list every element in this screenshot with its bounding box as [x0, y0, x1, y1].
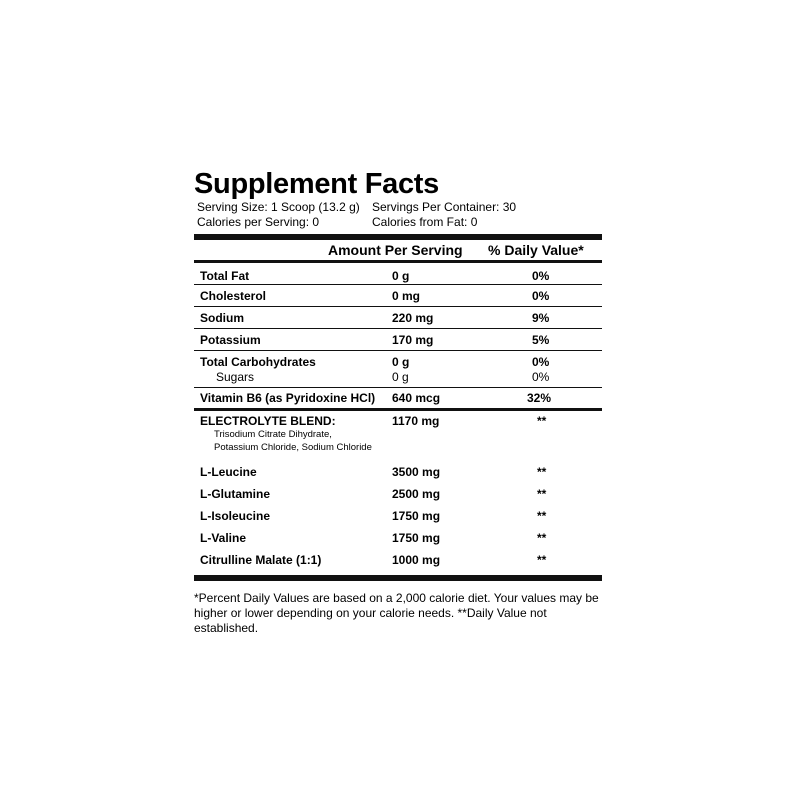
- sub-nutrient-amount: 0 g: [392, 370, 409, 384]
- ingredient-name: Citrulline Malate (1:1): [200, 553, 322, 567]
- blend-amount: 1170 mg: [392, 414, 440, 428]
- serving-size: Serving Size: 1 Scoop (13.2 g): [197, 200, 360, 214]
- amount-header: Amount Per Serving: [328, 242, 463, 258]
- ingredient-name: L-Valine: [200, 531, 247, 545]
- panel-title: Supplement Facts: [194, 168, 439, 200]
- nutrient-amount: 0 g: [392, 269, 410, 283]
- nutrient-amount: 0 mg: [392, 289, 421, 303]
- supplement-facts-panel: [194, 168, 602, 636]
- calories-row: [194, 215, 602, 230]
- daily-value-header: % Daily Value*: [488, 242, 584, 258]
- ingredient-name: L-Leucine: [200, 465, 257, 479]
- blend-dv: **: [537, 414, 547, 428]
- nutrient-row: [194, 285, 602, 306]
- divider-thick: [194, 575, 602, 581]
- ingredient-dv: **: [537, 553, 547, 567]
- nutrient-name: Total Carbohydrates: [200, 355, 316, 369]
- servings-per-container: Servings Per Container: 30: [372, 200, 517, 214]
- calories-per-serving: Calories per Serving: 0: [197, 215, 320, 229]
- nutrient-amount: 0 g: [392, 355, 410, 369]
- sub-nutrient-dv: 0%: [532, 370, 550, 384]
- ingredient-amount: 3500 mg: [392, 465, 441, 479]
- nutrient-amount: 220 mg: [392, 311, 434, 325]
- ingredient-dv: **: [537, 487, 547, 501]
- nutrient-name: Total Fat: [200, 269, 250, 283]
- ingredient-dv: **: [537, 531, 547, 545]
- nutrient-dv: 9%: [532, 311, 550, 325]
- ingredient-row: [194, 484, 602, 506]
- nutrient-name: Vitamin B6 (as Pyridoxine HCl): [200, 391, 376, 405]
- nutrient-row: [194, 329, 602, 350]
- nutrient-row: [194, 263, 602, 284]
- nutrient-dv: 0%: [532, 269, 550, 283]
- nutrient-row: [194, 307, 602, 328]
- nutrient-dv: 32%: [527, 391, 552, 405]
- nutrient-dv: 5%: [532, 333, 550, 347]
- ingredient-row: [194, 550, 602, 573]
- ingredient-dv: **: [537, 509, 547, 523]
- ingredient-row: [194, 506, 602, 528]
- blend-row: [194, 411, 602, 462]
- nutrient-amount: 640 mcg: [392, 391, 441, 405]
- blend-ingredients-line: Trisodium Citrate Dihydrate,: [214, 429, 332, 440]
- ingredient-amount: 1750 mg: [392, 509, 441, 523]
- serving-info-row: [194, 200, 602, 215]
- ingredient-amount: 2500 mg: [392, 487, 441, 501]
- ingredient-row: [194, 462, 602, 484]
- sub-nutrient-name: Sugars: [216, 370, 255, 384]
- ingredient-name: L-Isoleucine: [200, 509, 271, 523]
- nutrient-name: Potassium: [200, 333, 261, 347]
- footnote: *Percent Daily Values are based on a 2,000 calorie diet. Your values may be higher or lower depending on your calorie needs. **Daily Value not established.: [194, 591, 599, 635]
- nutrient-row: [194, 388, 602, 408]
- ingredient-dv: **: [537, 465, 547, 479]
- column-header-row: [194, 240, 602, 260]
- ingredient-amount: 1750 mg: [392, 531, 441, 545]
- nutrient-dv: 0%: [532, 289, 550, 303]
- ingredient-row: [194, 528, 602, 550]
- nutrient-name: Cholesterol: [200, 289, 267, 303]
- nutrient-amount: 170 mg: [392, 333, 434, 347]
- ingredient-amount: 1000 mg: [392, 553, 441, 567]
- nutrient-row: [194, 351, 602, 387]
- nutrient-dv: 0%: [532, 355, 550, 369]
- blend-name: ELECTROLYTE BLEND:: [200, 414, 336, 428]
- blend-ingredients-line: Potassium Chloride, Sodium Chloride: [214, 442, 372, 453]
- ingredient-name: L-Glutamine: [200, 487, 271, 501]
- nutrient-name: Sodium: [200, 311, 244, 325]
- calories-from-fat: Calories from Fat: 0: [372, 215, 478, 229]
